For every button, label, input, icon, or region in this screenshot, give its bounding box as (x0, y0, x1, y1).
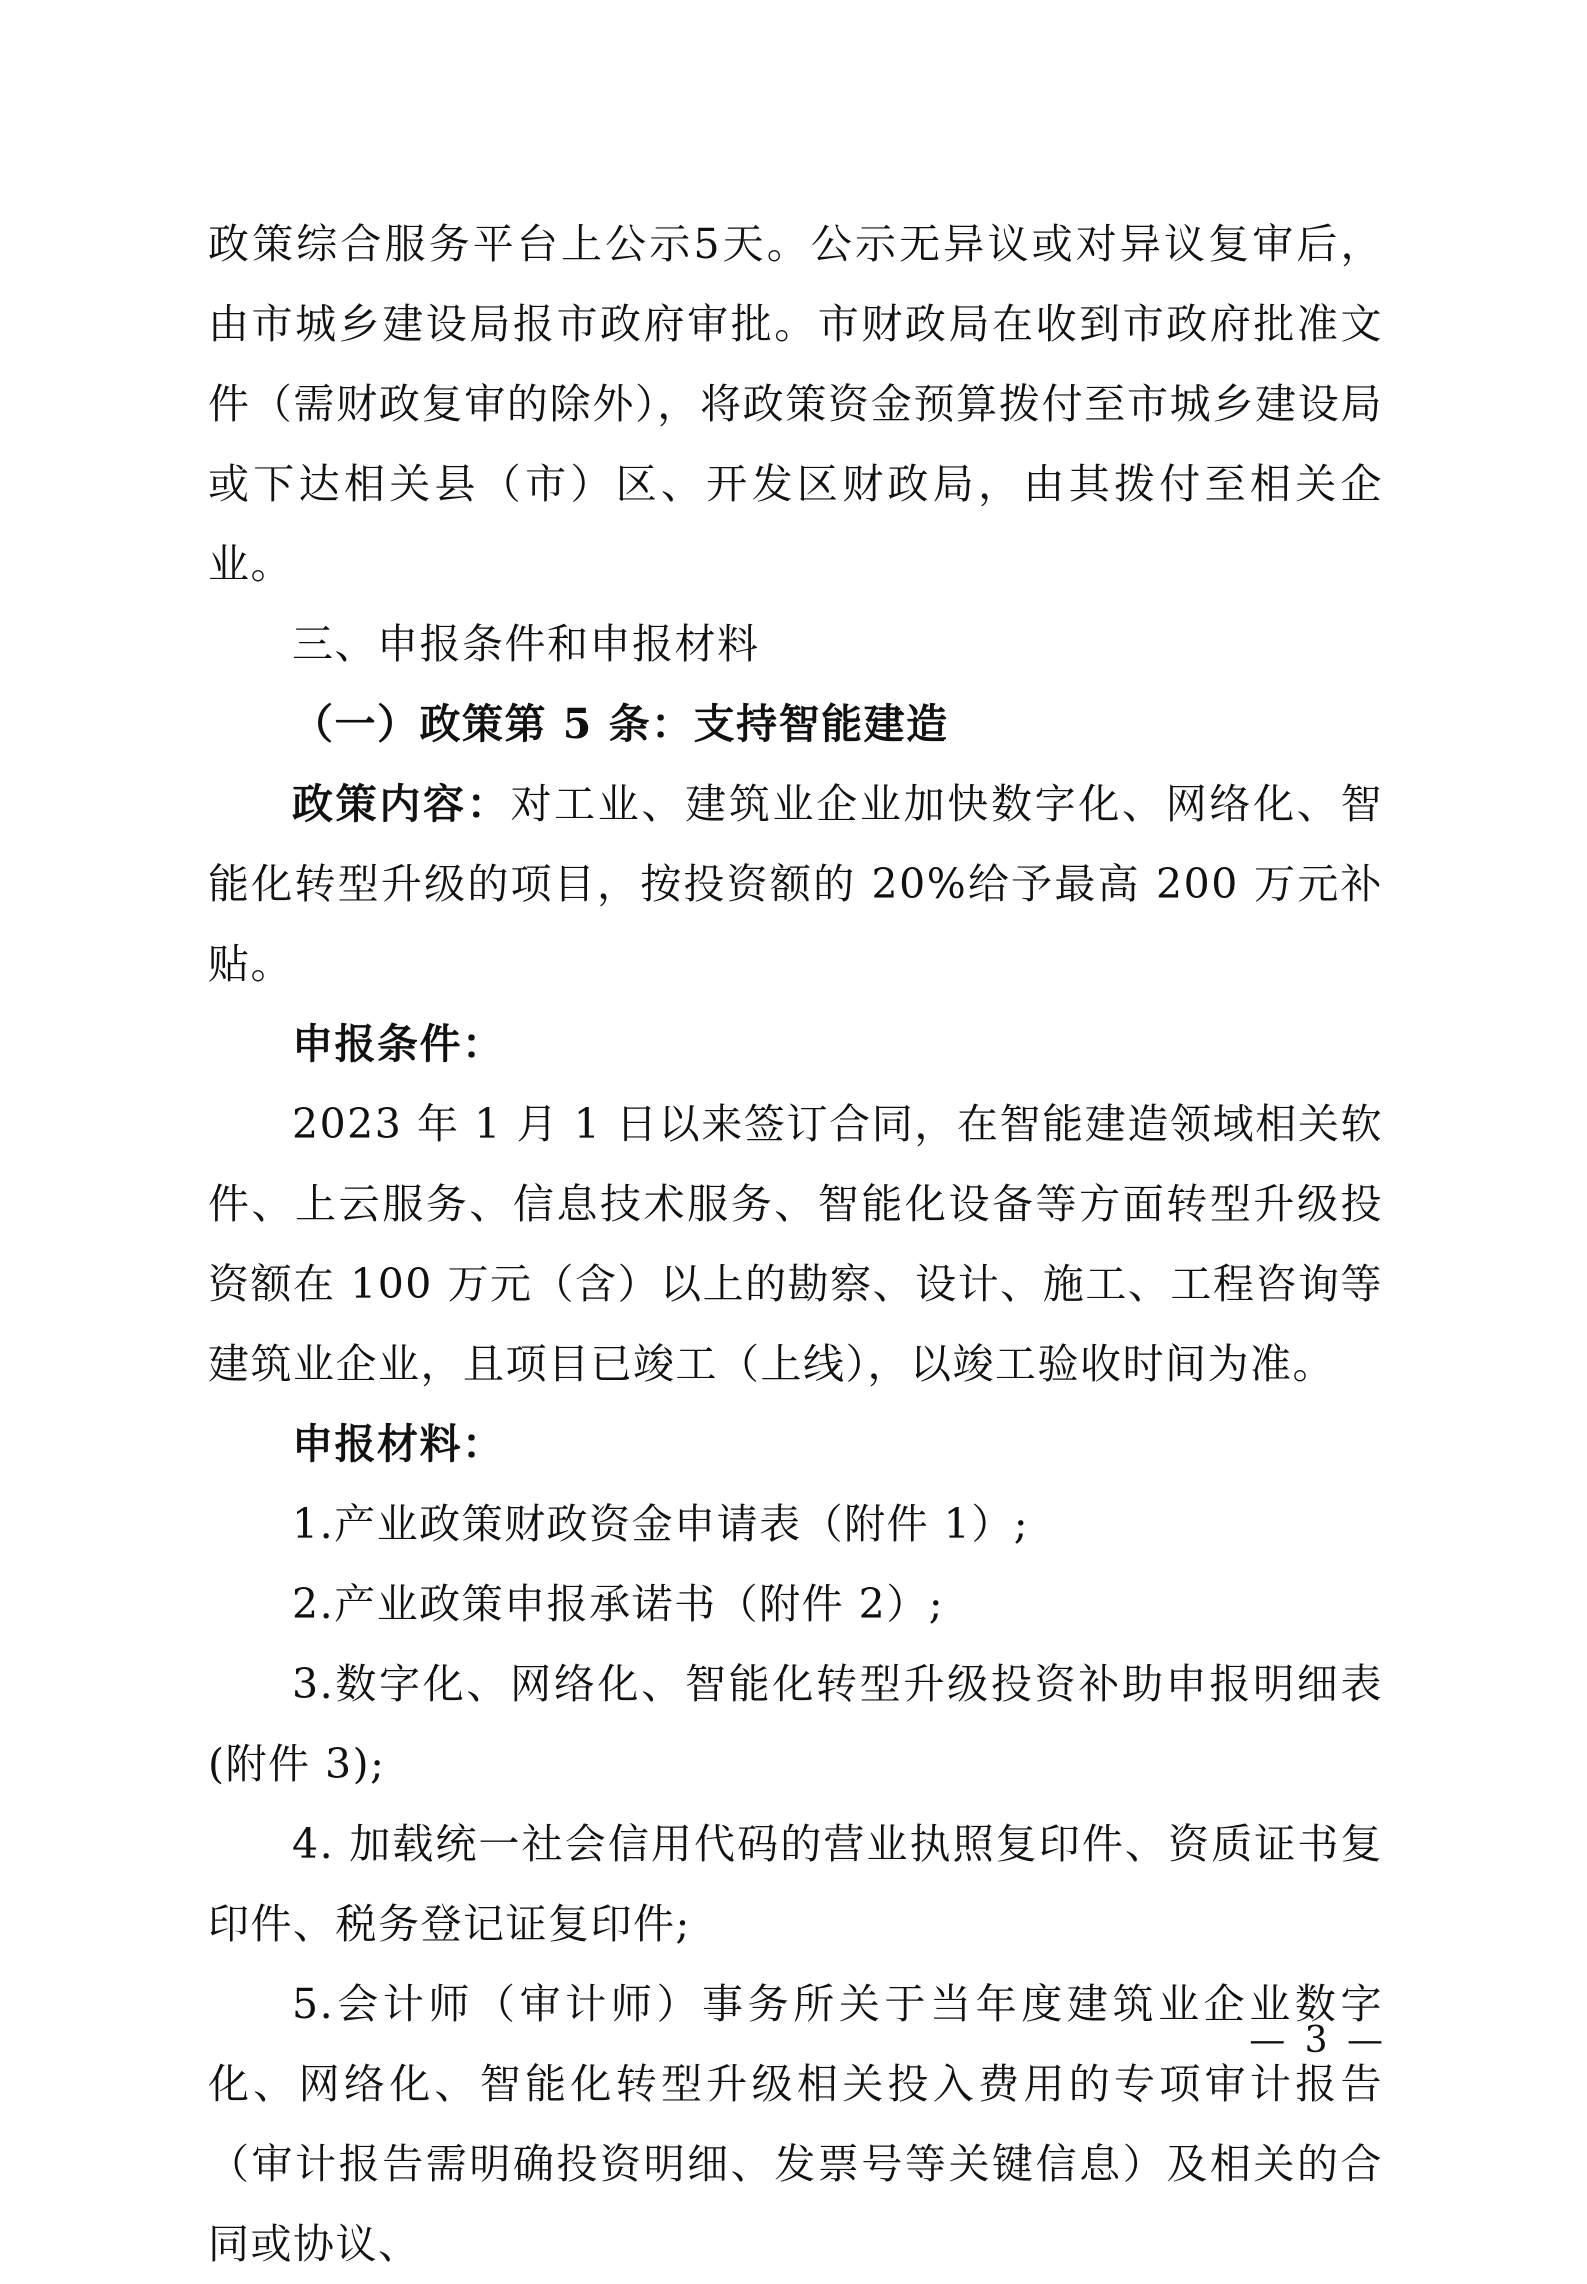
document-body (208, 204, 1383, 2284)
materials-item-2: 2.产业政策申报承诺书（附件 2）; (292, 1580, 945, 1628)
conditions-paragraph: 2023 年 1 月 1 日以来签订合同，在智能建造领域相关软件、上云服务、信息技术服务、智能化设备等方面转型升级投资额在 100 万元（含）以上的勘察、设计、施工、工程咨询等建筑业企业，且项目已竣工（上线），以竣工验收时间为准。 (208, 1100, 1383, 1388)
section-heading: 三、申报条件和申报材料 (292, 620, 760, 668)
conditions-label: 申报条件： (292, 1020, 505, 1068)
materials-item-4: 4. 加载统一社会信用代码的营业执照复印件、资质证书复印件、税务登记证复印件; (208, 1820, 1383, 1948)
subsection-heading: （一）政策第 5 条：支持智能建造 (292, 700, 949, 748)
materials-item-3: 3.数字化、网络化、智能化转型升级投资补助申报明细表(附件 3); (208, 1660, 1383, 1788)
policy-content-text: 对工业、建筑业企业加快数字化、网络化、智能化转型升级的项目，按投资额的 20%给予最高 200 万元补贴。 (208, 780, 1383, 988)
materials-item-5: 5.会计师（审计师）事务所关于当年度建筑业企业数字化、网络化、智能化转型升级相关投入费用的专项审计报告（审计报告需明确投资明细、发票号等关键信息）及相关的合同或协议、 (208, 1980, 1383, 2268)
policy-content-label: 政策内容： (292, 780, 511, 828)
policy-content-paragraph (208, 764, 1383, 1004)
page-number: — 3 — (1249, 2020, 1387, 2061)
paragraph-publicity: 政策综合服务平台上公示5天。公示无异议或对异议复审后，由市城乡建设局报市政府审批。市财政局在收到市政府批准文件（需财政复审的除外），将政策资金预算拨付至市城乡建设局或下达相关县（市）区、开发区财政局，由其拨付至相关企业。 (208, 220, 1383, 588)
materials-item-1: 1.产业政策财政资金申请表（附件 1）; (292, 1500, 1030, 1548)
materials-label: 申报材料： (292, 1420, 505, 1468)
